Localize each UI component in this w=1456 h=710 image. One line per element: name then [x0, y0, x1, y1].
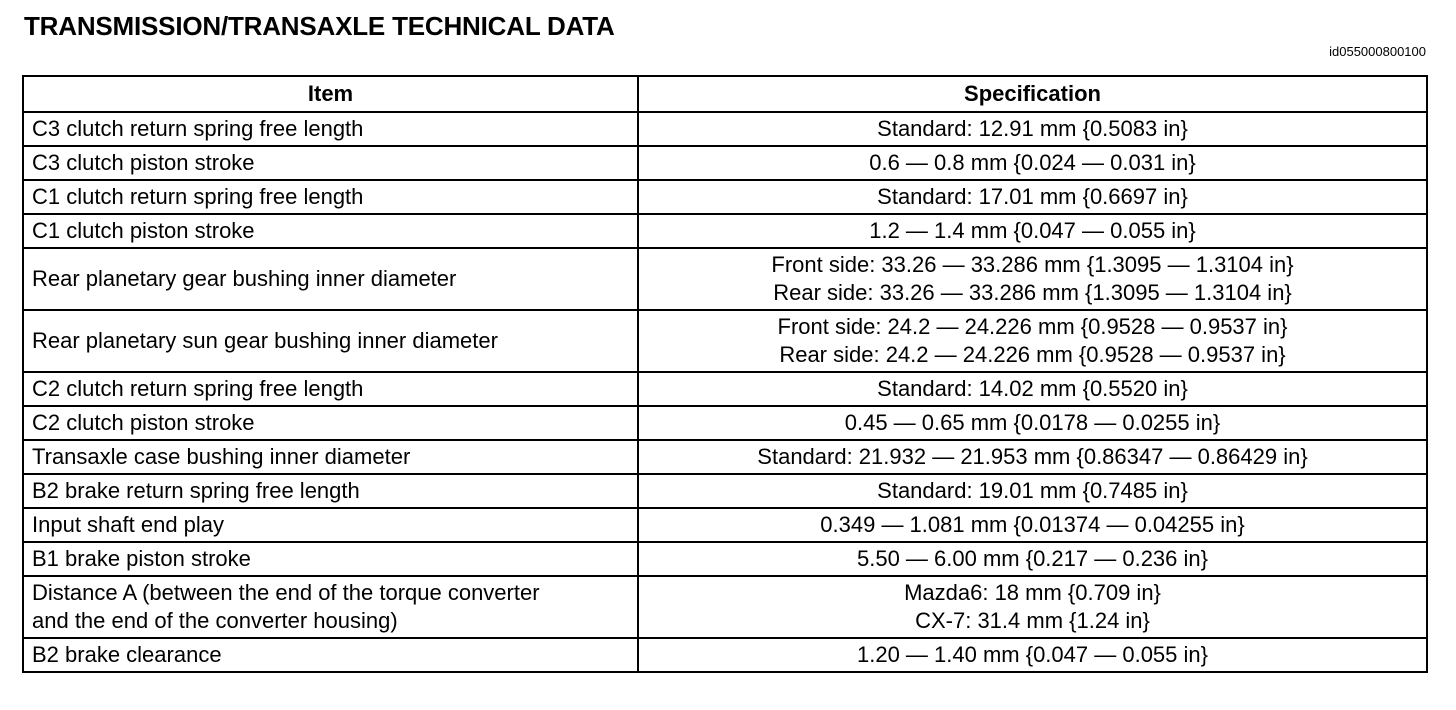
table-body: [23, 112, 1427, 672]
item-cell: [23, 638, 638, 672]
specification-cell: [638, 576, 1427, 638]
item-text: Input shaft end play: [32, 512, 225, 537]
item-text: C1 clutch piston stroke: [32, 218, 255, 243]
item-cell: [23, 112, 638, 146]
page-title: TRANSMISSION/TRANSAXLE TECHNICAL DATA: [24, 11, 615, 41]
item-cell: [23, 214, 638, 248]
specification-text: 0.6 — 0.8 mm {0.024 — 0.031 in}: [869, 150, 1196, 175]
table-row: [23, 474, 1427, 508]
table-row: [23, 576, 1427, 638]
item-cell: [23, 542, 638, 576]
item-text: Transaxle case bushing inner diameter: [32, 444, 411, 469]
table-row: [23, 372, 1427, 406]
specification-text: Standard: 14.02 mm {0.5520 in}: [877, 376, 1188, 401]
table-row: [23, 310, 1427, 372]
item-text: Rear planetary sun gear bushing inner diameter: [32, 328, 498, 353]
item-text: and the end of the converter housing): [32, 608, 398, 633]
item-cell: [23, 372, 638, 406]
table-row: [23, 214, 1427, 248]
specification-text: Mazda6: 18 mm {0.709 in}: [904, 580, 1161, 605]
item-text: Distance A (between the end of the torque converter: [32, 580, 540, 605]
table-header-row: [23, 76, 1427, 112]
specification-cell: [638, 146, 1427, 180]
item-cell: [23, 406, 638, 440]
specification-cell: [638, 310, 1427, 372]
specification-cell: [638, 372, 1427, 406]
specification-text: Standard: 12.91 mm {0.5083 in}: [877, 116, 1188, 141]
table-row: [23, 638, 1427, 672]
item-cell: [23, 440, 638, 474]
item-cell: [23, 180, 638, 214]
table-row: [23, 180, 1427, 214]
specification-text: Standard: 21.932 — 21.953 mm {0.86347 — 0.86429 in}: [757, 444, 1308, 469]
specification-cell: [638, 112, 1427, 146]
item-text: C1 clutch return spring free length: [32, 184, 364, 209]
table-row: [23, 508, 1427, 542]
document-id: id055000800100: [1329, 44, 1426, 59]
item-text: C2 clutch piston stroke: [32, 410, 255, 435]
specification-text: 1.2 — 1.4 mm {0.047 — 0.055 in}: [869, 218, 1196, 243]
item-cell: [23, 508, 638, 542]
table-row: [23, 112, 1427, 146]
item-text: C3 clutch piston stroke: [32, 150, 255, 175]
specification-text: CX-7: 31.4 mm {1.24 in}: [915, 608, 1150, 633]
specification-cell: [638, 542, 1427, 576]
column-header-item: Item: [23, 76, 638, 112]
table-row: [23, 542, 1427, 576]
specification-text: 0.349 — 1.081 mm {0.01374 — 0.04255 in}: [820, 512, 1245, 537]
specification-cell: [638, 638, 1427, 672]
specification-cell: [638, 440, 1427, 474]
item-cell: [23, 310, 638, 372]
item-text: Rear planetary gear bushing inner diameter: [32, 266, 457, 291]
item-cell: [23, 474, 638, 508]
specification-text: Front side: 33.26 — 33.286 mm {1.3095 — 1.3104 in}: [771, 252, 1294, 277]
specification-text: Front side: 24.2 — 24.226 mm {0.9528 — 0.9537 in}: [777, 314, 1288, 339]
table-row: [23, 406, 1427, 440]
item-cell: [23, 248, 638, 310]
item-text: C2 clutch return spring free length: [32, 376, 364, 401]
item-text: C3 clutch return spring free length: [32, 116, 364, 141]
specification-text: 5.50 — 6.00 mm {0.217 — 0.236 in}: [856, 546, 1208, 571]
table-row: [23, 146, 1427, 180]
item-cell: [23, 576, 638, 638]
table-row: [23, 248, 1427, 310]
technical-data-table: [22, 75, 1428, 673]
column-header-specification: Specification: [638, 76, 1427, 112]
specification-cell: [638, 406, 1427, 440]
item-text: B1 brake piston stroke: [32, 546, 251, 571]
specification-text: Rear side: 24.2 — 24.226 mm {0.9528 — 0.9537 in}: [779, 342, 1286, 367]
specification-cell: [638, 248, 1427, 310]
item-text: B2 brake clearance: [32, 642, 222, 667]
specification-text: Standard: 17.01 mm {0.6697 in}: [877, 184, 1188, 209]
specification-cell: [638, 214, 1427, 248]
specification-cell: [638, 474, 1427, 508]
specification-cell: [638, 508, 1427, 542]
item-text: B2 brake return spring free length: [32, 478, 360, 503]
table-row: [23, 440, 1427, 474]
specification-text: Rear side: 33.26 — 33.286 mm {1.3095 — 1.3104 in}: [773, 280, 1292, 305]
specification-text: 0.45 — 0.65 mm {0.0178 — 0.0255 in}: [844, 410, 1221, 435]
specification-text: Standard: 19.01 mm {0.7485 in}: [877, 478, 1188, 503]
specification-text: 1.20 — 1.40 mm {0.047 — 0.055 in}: [856, 642, 1208, 667]
item-cell: [23, 146, 638, 180]
specification-cell: [638, 180, 1427, 214]
